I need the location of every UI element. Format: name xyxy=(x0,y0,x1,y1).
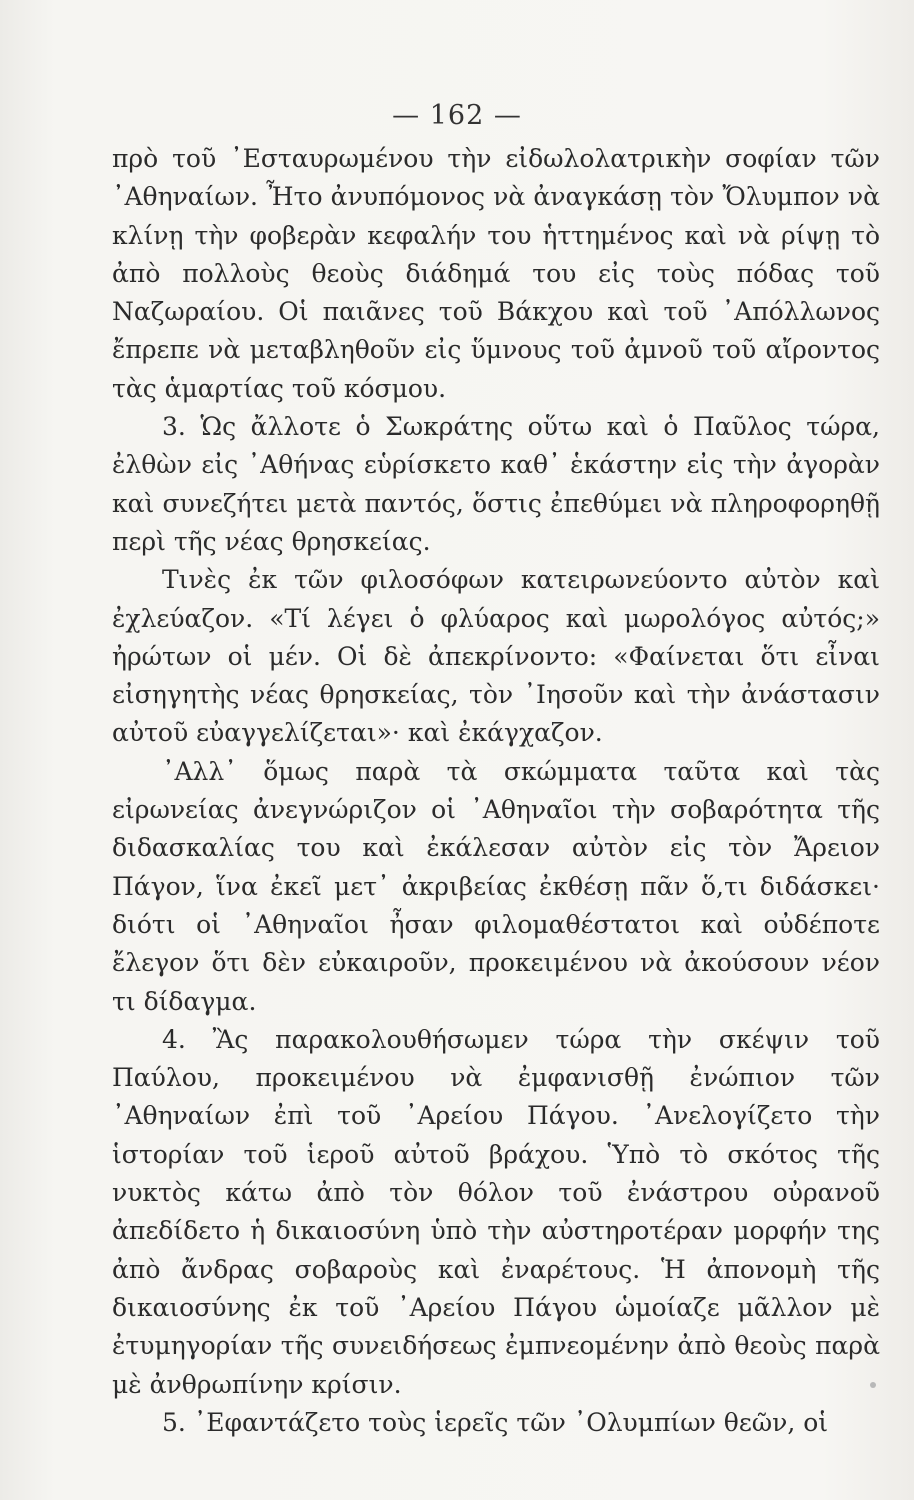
paragraph-areopagus-invitation: ᾿Αλλ᾿ ὅμως παρὰ τὰ σκώμματα ταῦτα καὶ τὰς εἰρωνείας ἀνεγνώριζον οἱ ᾿Αθηναῖοι τὴν σοβαρότητα τῆς διδασκαλίας του καὶ ἐκάλεσαν αὐτὸν εἰς τὸν Ἄρειον Πάγον, ἵνα ἐκεῖ μετ᾿ ἀκριβείας ἐκθέσῃ πᾶν ὅ,τι διδάσκει· διότι οἱ ᾿Αθηναῖοι ἦσαν φιλομαθέστατοι καὶ οὐδέποτε ἔλεγον ὅτι δὲν εὐκαιροῦν, προκειμένου νὰ ἀκούσουν νέον τι δίδαγμα. xyxy=(112,756,880,1016)
paragraph-4: 4. Ἂς παρακολουθήσωμεν τώρα τὴν σκέψιν τοῦ Παύλου, προκειμένου νὰ ἐμφανισθῇ ἐνώπιον τῶν ᾿Αθηναίων ἐπὶ τοῦ ᾿Αρείου Πάγου. ᾿Ανελογίζετο τὴν ἱστορίαν τοῦ ἱεροῦ αὐτοῦ βράχου. Ὑπὸ τὸ σκότος τῆς νυκτὸς κάτω ἀπὸ τὸν θόλον τοῦ ἐνάστρου οὐρανοῦ ἀπεδίδετο ἡ δικαιοσύνη ὑπὸ τὴν αὐστηροτέραν μορφήν της ἀπὸ ἄνδρας σοβαροὺς καὶ ἐναρέτους. Ἡ ἀπονομὴ τῆς δικαιοσύνης ἐκ τοῦ ᾿Αρείου Πάγου ὡμοίαζε μᾶλλον μὲ ἐτυμηγορίαν τῆς συνειδήσεως ἐμπνεομένην ἀπὸ θεοὺς παρὰ μὲ ἀνθρωπίνην κρίσιν. xyxy=(112,1024,880,1399)
body-text xyxy=(112,140,880,1442)
page-number: — 162 — xyxy=(392,100,522,131)
paragraph-5: 5. ᾿Εφαντάζετο τοὺς ἱερεῖς τῶν ᾿Ολυμπίων θεῶν, οἱ xyxy=(162,1407,829,1437)
paragraph-continuation: πρὸ τοῦ ᾿Εσταυρωμένου τὴν εἰδωλολατρικὴν σοφίαν τῶν ᾿Αθηναίων. Ἦτο ἀνυπόμονος νὰ ἀναγκάσῃ τὸν Ὄλυμπον νὰ κλίνῃ τὴν φοβερὰν κεφαλήν του ἡττημένος καὶ νὰ ρίψῃ τὸ ἀπὸ πολλοὺς θεοὺς διάδημά του εἰς τοὺς πόδας τοῦ Ναζωραίου. Οἱ παιᾶνες τοῦ Βάκχου καὶ τοῦ ᾿Απόλλωνος ἔπρεπε νὰ μεταβληθοῦν εἰς ὕμνους τοῦ ἀμνοῦ τοῦ αἴροντος τὰς ἁμαρτίας τοῦ κόσμου. xyxy=(112,144,880,403)
paragraph-philosophers: Τινὲς ἐκ τῶν φιλοσόφων κατειρωνεύοντο αὐτὸν καὶ ἐχλεύαζον. «Τί λέγει ὁ φλύαρος καὶ μωρολόγος αὐτός;» ἠρώτων οἱ μέν. Οἱ δὲ ἀπεκρίνοντο: «Φαίνεται ὅτι εἶναι εἰσηγητὴς νέας θρησκείας, τὸν ᾿Ιησοῦν καὶ τὴν ἀνάστασιν αὐτοῦ εὐαγγελίζεται»· καὶ ἐκάγχαζον. xyxy=(112,565,880,748)
ink-speck xyxy=(870,1382,876,1388)
paragraph-3: 3. Ὡς ἄλλοτε ὁ Σωκράτης οὕτω καὶ ὁ Παῦλος τώρα, ἐλθὼν εἰς ᾿Αθήνας εὑρίσκετο καθ᾿ ἑκάστην εἰς τὴν ἀγορὰν καὶ συνεζήτει μετὰ παντός, ὅστις ἐπεθύμει νὰ πληροφορηθῇ περὶ τῆς νέας θρησκείας. xyxy=(112,412,880,556)
